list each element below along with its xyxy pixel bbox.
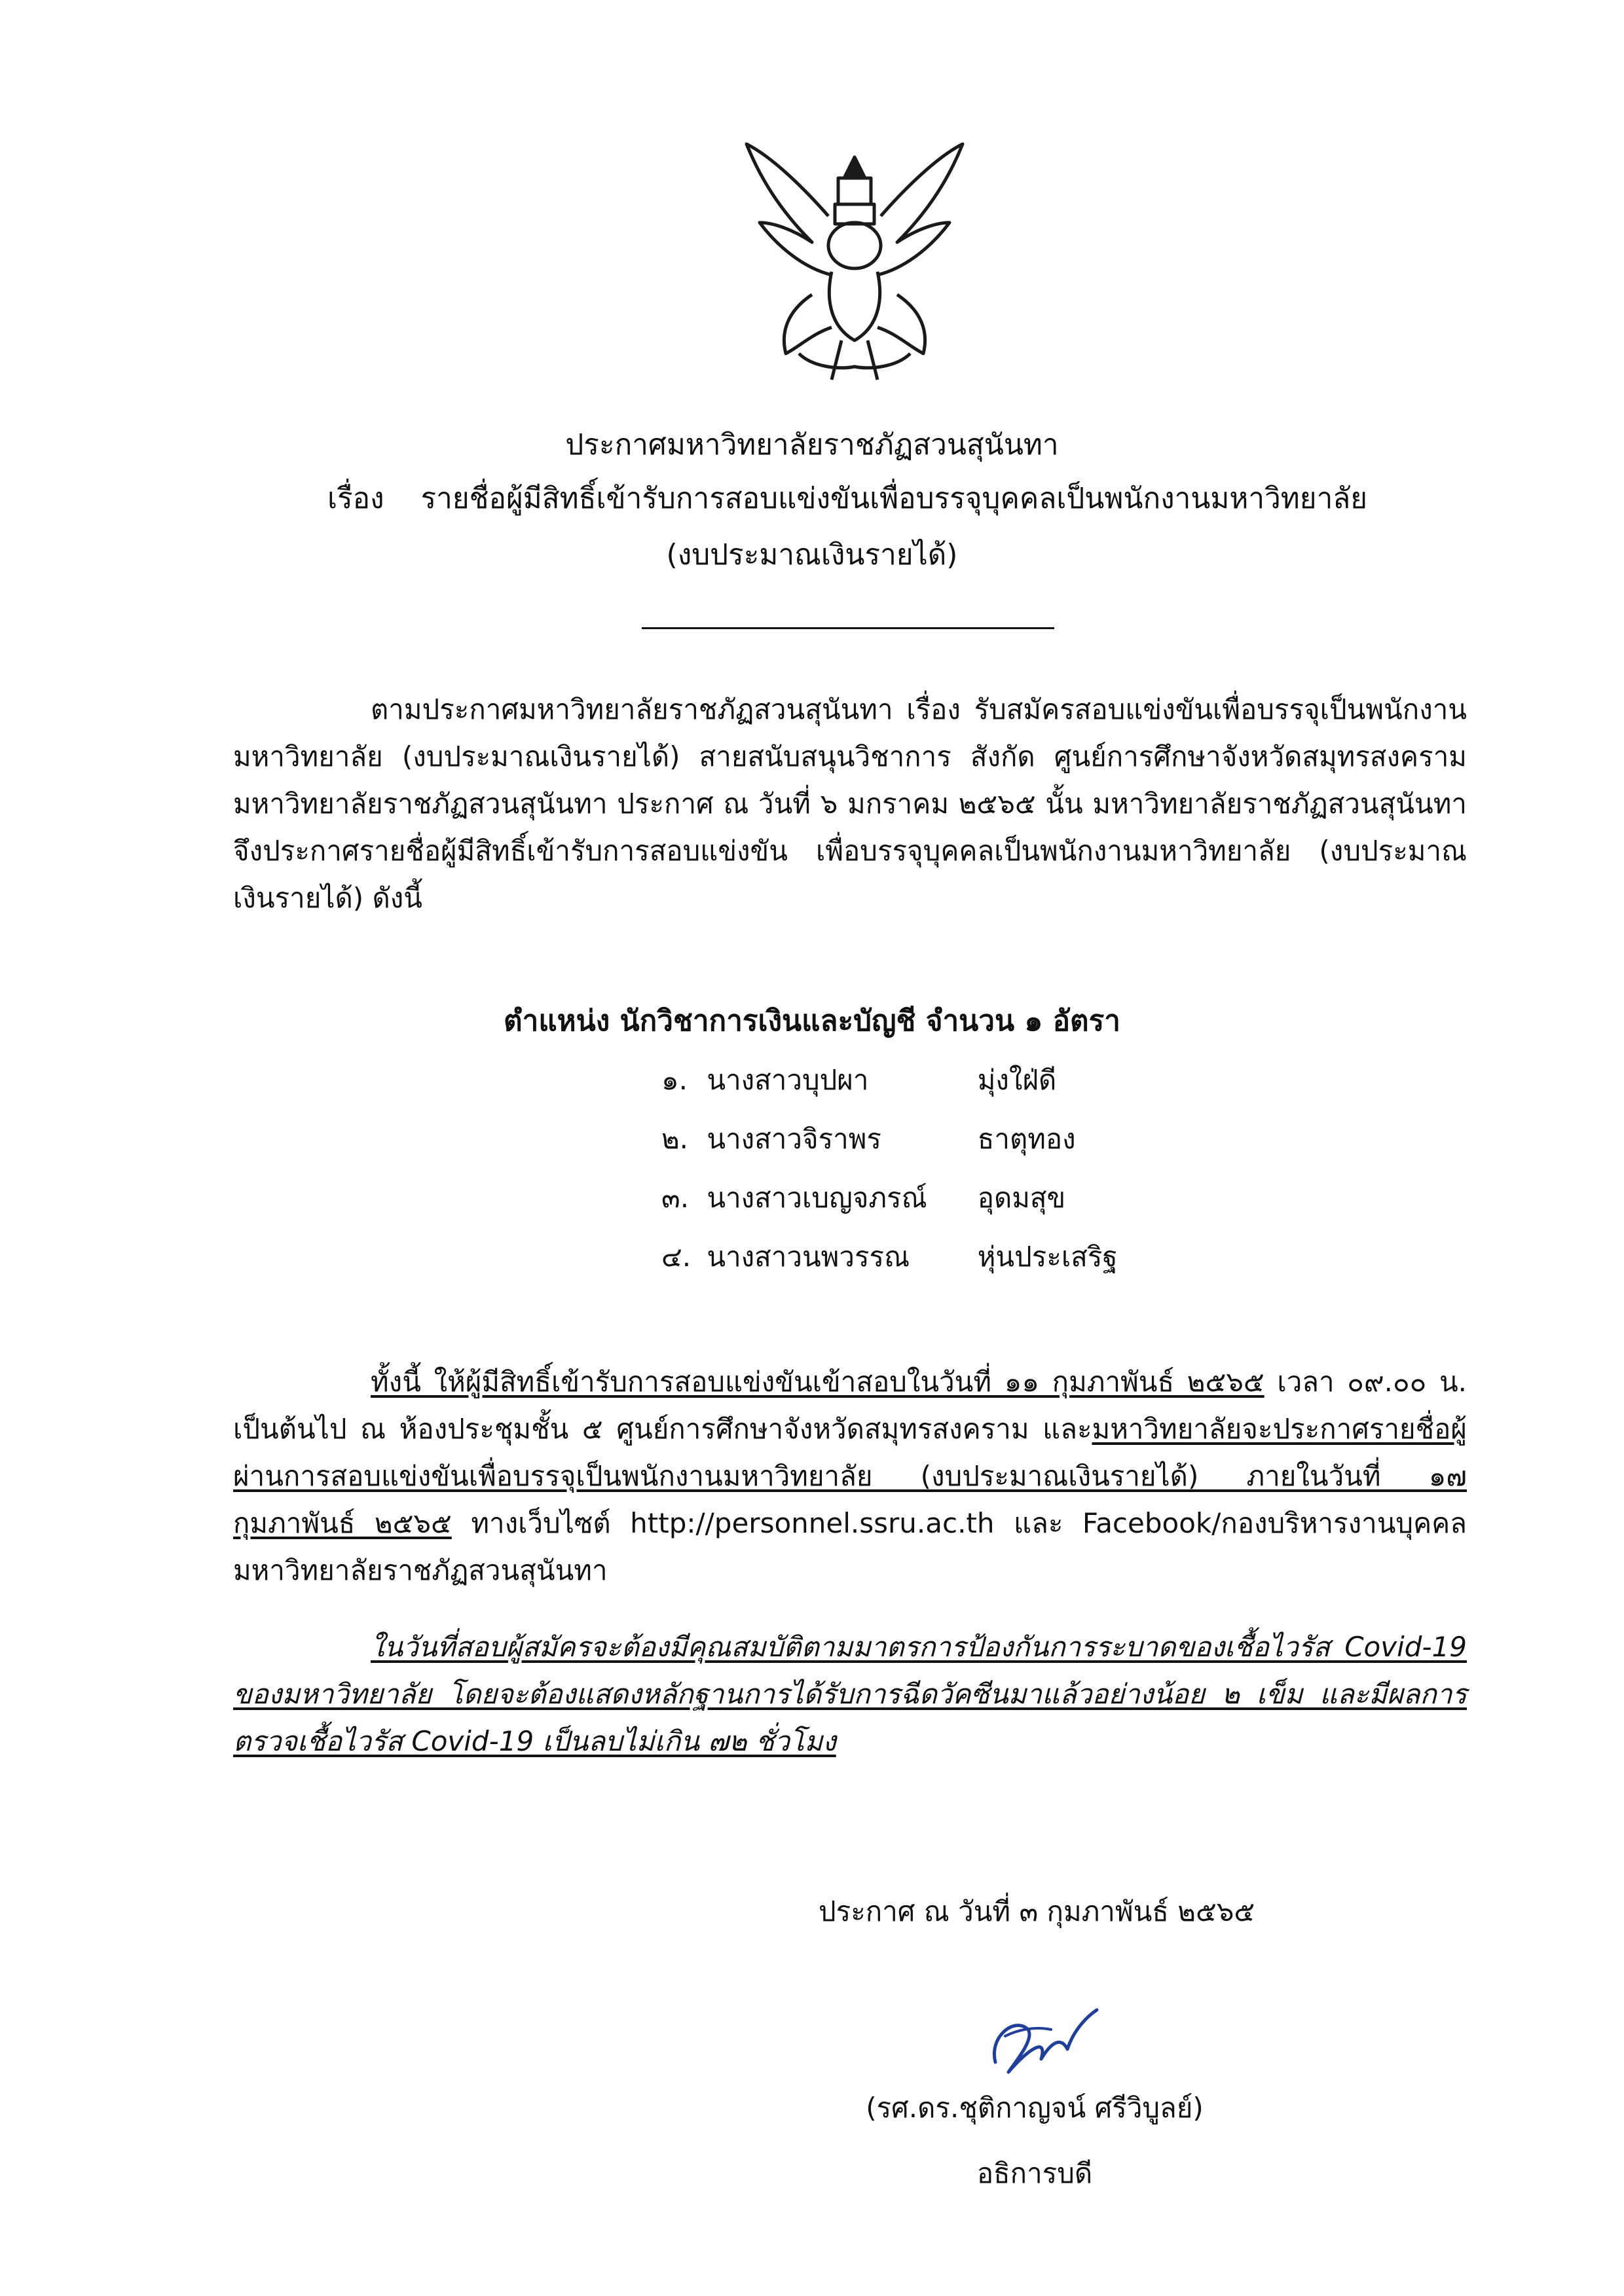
candidate-row (661, 1061, 1056, 1100)
candidate-number: ๔. (661, 1241, 692, 1273)
subject-label: เรื่อง (327, 482, 384, 515)
intro-paragraph (233, 686, 1467, 922)
candidate-number: ๑. (661, 1064, 688, 1096)
candidate-row (661, 1237, 1118, 1277)
exam-date-text: ทั้งนี้ ให้ผู้มีสิทธิ์เข้ารับการสอบแข่งขันเข้าสอบในวันที่ ๑๑ กุมภาพันธ์ ๒๕๖๕ (371, 1366, 1264, 1398)
result-announcement-text: มหาวิทยาลัยจะประกาศรายชื่อผู้ผ่านการสอบแข่งขันเพื่อบรรจุเป็นพนักงานมหาวิทยาลัย (งบประมาณเงินรายได้) ภายในวันที่ ๑๗ กุมภาพันธ์ ๒๕๖๕ (233, 1413, 1467, 1539)
candidate-first-name: นางสาวจิราพร (707, 1123, 881, 1155)
signer-name: (รศ.ดร.ชุติกาญจน์ ศรีวิบูลย์) (866, 2092, 1204, 2124)
subject-text: รายชื่อผู้มีสิทธิ์เข้ารับการสอบแข่งขันเพื่อบรรจุบุคคลเป็นพนักงานมหาวิทยาลัย (420, 482, 1368, 515)
covid-requirement-text: ในวันที่สอบผู้สมัครจะต้องมีคุณสมบัติตามมาตรการป้องกันการระบาดของเชื้อไวรัส Covid-19 ของมหาวิทยาลัย โดยจะต้องแสดงหลักฐานการได้รับการฉีดวัคซีนมาแล้วอย่างน้อย ๒ เข็ม และมีผลการตรวจเชื้อไวรัส Covid-19 เป็นลบไม่เกิน ๗๒ ชั่วโมง (233, 1631, 1467, 1757)
exam-paragraph (233, 1358, 1467, 1594)
announcement-date: ประกาศ ณ วันที่ ๓ กุมภาพันธ์ ๒๕๖๕ (819, 1895, 1255, 1927)
candidate-number: ๓. (661, 1182, 690, 1214)
covid-paragraph (233, 1624, 1467, 1765)
intro-text: ตามประกาศมหาวิทยาลัยราชภัฏสวนสุนันทา เรื่อง รับสมัครสอบแข่งขันเพื่อบรรจุเป็นพนักงานมหาวิทยาลัย (งบประมาณเงินรายได้) สายสนับสนุนวิชาการ สังกัด ศูนย์การศึกษาจังหวัดสมุทรสงคราม มหาวิทยาลัยราชภัฏสวนสุนันทา ประกาศ ณ วันที่ ๖ มกราคม ๒๕๖๕ นั้น มหาวิทยาลัยราชภัฏสวนสุนันทา จึงประกาศรายชื่อผู้มีสิทธิ์เข้ารับการสอบแข่งขัน เพื่อบรรจุบุคคลเป็นพนักงานมหาวิทยาลัย (งบประมาณเงินรายได้) ดังนี้ (233, 693, 1467, 914)
candidate-first-name: นางสาวนพวรรณ (707, 1241, 910, 1273)
candidate-first-name: นางสาวบุปผา (707, 1064, 869, 1096)
candidate-last-name: อุดมสุข (977, 1182, 1066, 1214)
candidate-first-name: นางสาวเบญจภรณ์ (707, 1182, 927, 1214)
candidate-number: ๒. (661, 1123, 689, 1155)
title-divider (642, 627, 1054, 629)
candidate-row (661, 1120, 1076, 1159)
candidate-last-name: มุ่งใฝ่ดี (977, 1064, 1057, 1096)
candidate-last-name: หุ่นประเสริฐ (977, 1241, 1118, 1273)
signer-title: อธิการบดี (976, 2157, 1093, 2189)
document-title: ประกาศมหาวิทยาลัยราชภัฏสวนสุนันทา (565, 428, 1059, 462)
website-text: ทางเว็บไซต์ http://personnel.ssru.ac.th และ Facebook/กองบริหารงานบุคคลมหาวิทยาลัยราชภัฏสวนสุนันทา (233, 1507, 1467, 1586)
garuda-emblem-icon (733, 131, 976, 393)
exam-location-text: เวลา ๐๙.๐๐ น. เป็นต้นไป ณ ห้องประชุมชั้น ๕ ศูนย์การศึกษาจังหวัดสมุทรสงคราม และ (233, 1366, 1467, 1445)
budget-line: (งบประมาณเงินรายได้) (666, 538, 958, 572)
candidate-row (661, 1178, 1065, 1218)
position-title: ตำแหน่ง นักวิชาการเงินและบัญชี จำนวน ๑ อัตรา (504, 1004, 1120, 1038)
subject-line (327, 479, 1441, 519)
signature-icon (969, 1990, 1113, 2088)
candidate-last-name: ธาตุทอง (977, 1123, 1076, 1155)
